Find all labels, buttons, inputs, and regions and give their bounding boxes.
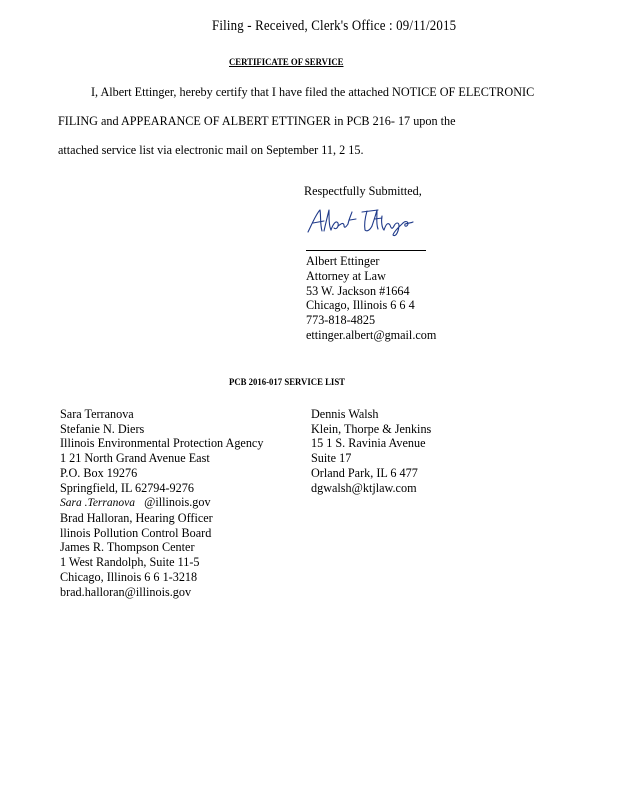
signature-block [306, 254, 436, 343]
certificate-title: CERTIFICATE OF SERVICE [229, 58, 344, 68]
recipient-line: Illinois Environmental Protection Agency [60, 436, 264, 451]
signer-name: Albert Ettinger [306, 254, 380, 268]
service-recipient-iepa [60, 407, 263, 511]
recipient-email: brad.halloran@illinois.gov [60, 584, 192, 599]
recipient-line: P.O. Box 19276 [60, 465, 138, 480]
filing-stamp-header: Filing - Received, Clerk's Office : 09/11/2015 [212, 18, 457, 34]
certificate-text-line-3: attached service list via electronic mail on September 11, 2 15. [58, 143, 364, 157]
service-recipient-hearing-officer [60, 511, 213, 599]
recipient-line: 1 West Randolph, Suite 11-5 [60, 555, 200, 570]
signer-address-city: Chicago, Illinois 6 6 4 [306, 298, 415, 313]
recipient-line: Orland Park, IL 6 477 [311, 465, 418, 480]
signer-email: ettinger.albert@gmail.com [306, 327, 437, 342]
recipient-line: llinois Pollution Control Board [60, 525, 212, 540]
recipient-line: James R. Thompson Center [60, 540, 195, 555]
recipient-line: Klein, Thorpe & Jenkins [311, 421, 432, 436]
recipient-line: Springfield, IL 62794-9276 [60, 480, 194, 495]
recipient-email: dgwalsh@ktjlaw.com [311, 480, 417, 495]
recipient-email-name: Sara .Terranova [60, 497, 135, 510]
recipient-line: Stefanie N. Diers [60, 421, 145, 436]
recipient-line: 1 21 North Grand Avenue East [60, 451, 210, 466]
signer-phone: 773-818-4825 [306, 313, 376, 328]
certificate-text-line-2: FILING and APPEARANCE OF ALBERT ETTINGER in PCB 216- 17 upon the [58, 114, 456, 128]
recipient-line: Sara Terranova [60, 407, 134, 421]
recipient-line: Brad Halloran, Hearing Officer [60, 511, 213, 525]
recipient-line: 15 1 S. Ravinia Avenue [311, 436, 426, 451]
signature-line [306, 250, 426, 251]
signature-drawing [304, 204, 416, 240]
recipient-line: Suite 17 [311, 451, 352, 466]
signer-address-street: 53 W. Jackson #1664 [306, 283, 410, 298]
service-list-title: PCB 2016-017 SERVICE LIST [229, 378, 346, 388]
recipient-email [60, 495, 263, 511]
recipient-email-domain: @illinois.gov [144, 495, 211, 510]
closing-text: Respectfully Submitted, [304, 184, 422, 198]
certificate-text-line-1: I, Albert Ettinger, hereby certify that I have filed the attached NOTICE OF ELECTRONIC [91, 85, 535, 99]
handwritten-signature [304, 204, 416, 240]
recipient-line: Chicago, Illinois 6 6 1-3218 [60, 569, 198, 584]
signer-title: Attorney at Law [306, 268, 386, 283]
recipient-line: Dennis Walsh [311, 407, 379, 421]
service-recipient-walsh [311, 407, 431, 495]
